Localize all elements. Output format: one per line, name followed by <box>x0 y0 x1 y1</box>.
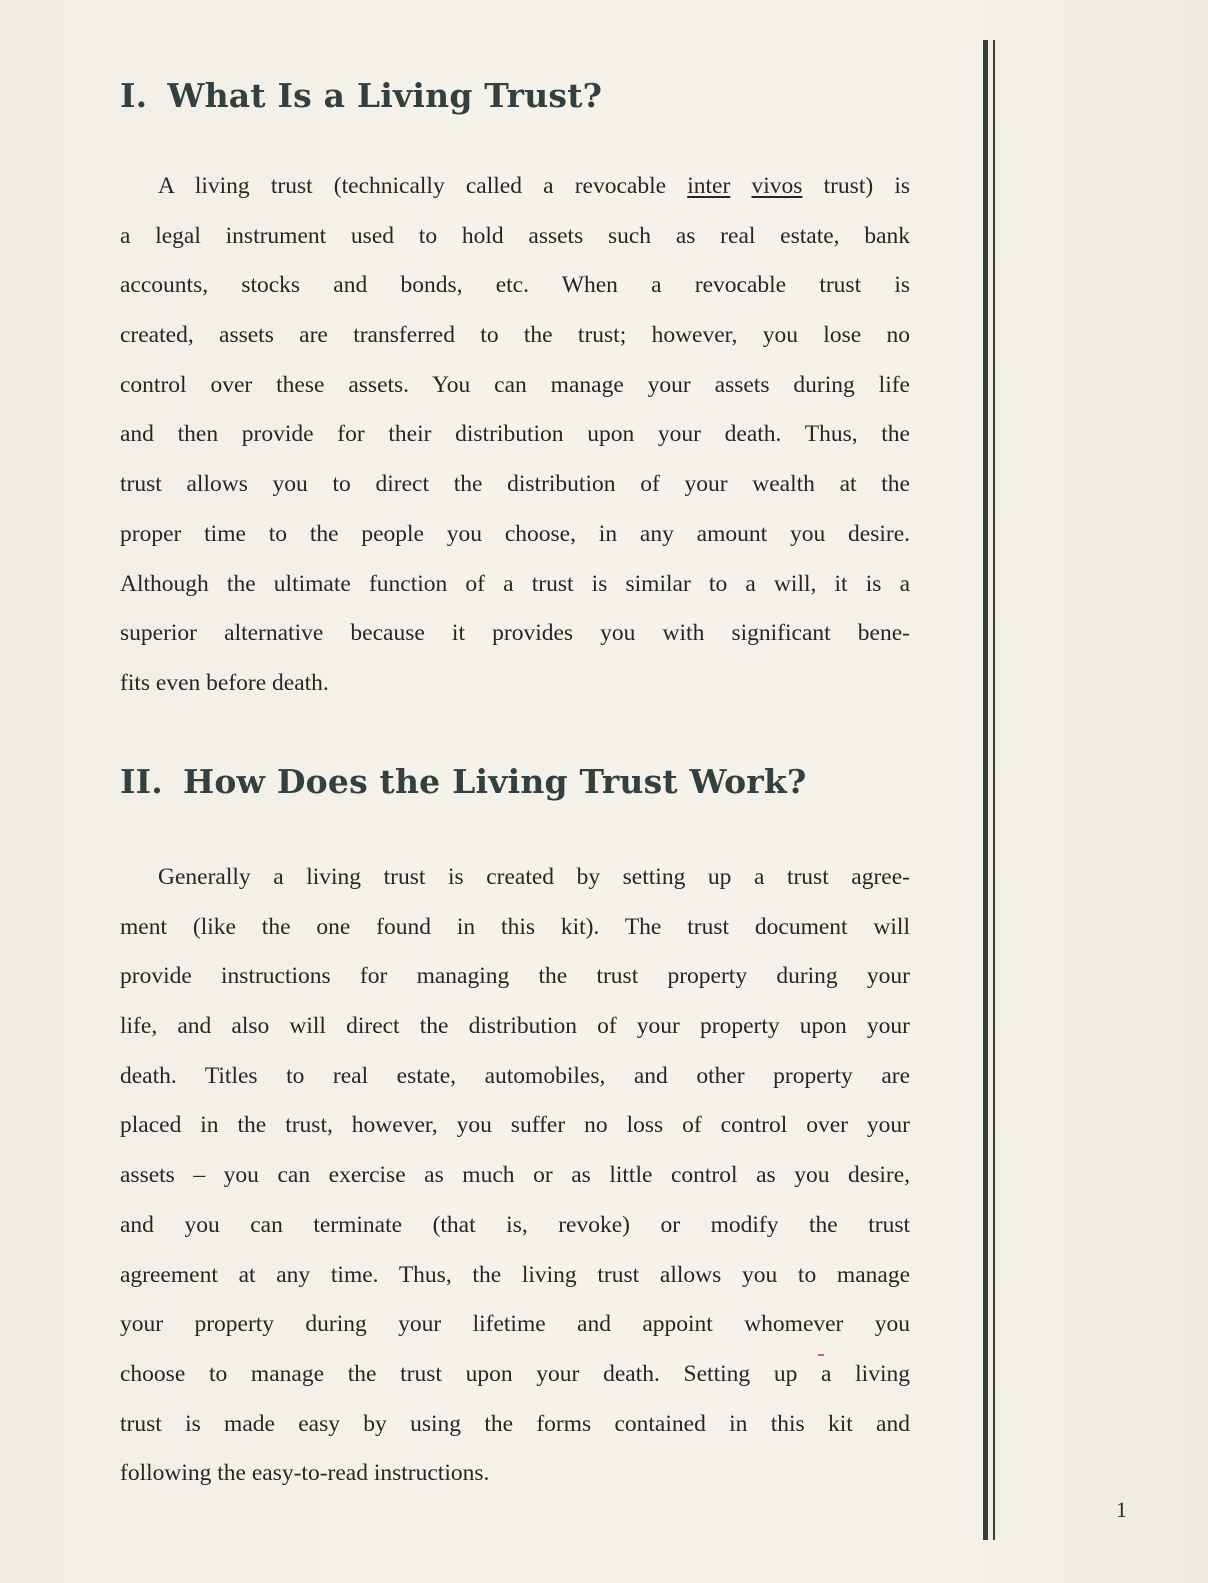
paragraph-line: agreement at any time. Thus, the living trust allows you to manage <box>120 1261 910 1288</box>
underlined-term-inter: inter <box>687 173 731 199</box>
paragraph-line: proper time to the people you choose, in any amount you desire. <box>120 520 910 547</box>
section-2-heading <box>120 762 807 801</box>
paragraph-line: death. Titles to real estate, automobiles, and other property are <box>120 1062 910 1089</box>
paragraph-line: and then provide for their distribution upon your death. Thus, the <box>120 421 910 448</box>
paragraph-line: life, and also will direct the distribution of your property upon your <box>120 1013 910 1040</box>
paragraph-line: trust allows you to direct the distribution of your wealth at the <box>120 471 910 498</box>
paragraph-line: Although the ultimate function of a trust is similar to a will, it is a <box>120 570 910 597</box>
paragraph-line: created, assets are transferred to the trust; however, you lose no <box>120 322 910 349</box>
section-2-title: How Does the Living Trust Work? <box>182 762 807 801</box>
section-2-paragraph <box>120 853 910 1499</box>
paragraph-line: Generally a living trust is created by setting up a trust agree- <box>158 864 910 890</box>
paragraph-line: superior alternative because it provides you with significant bene- <box>120 620 910 647</box>
paragraph-line: control over these assets. You can manage your assets during life <box>120 371 910 398</box>
paragraph-line <box>120 162 910 212</box>
underlined-term-vivos: vivos <box>751 173 803 199</box>
text-run: trust) is <box>802 173 911 199</box>
paragraph-line: fits even before death. <box>120 669 329 696</box>
paragraph-line: placed in the trust, however, you suffer no loss of control over your <box>120 1112 910 1139</box>
paragraph-line: a legal instrument used to hold assets such as real estate, bank <box>120 222 910 249</box>
paragraph-line: accounts, stocks and bonds, etc. When a revocable trust is <box>120 272 910 299</box>
paragraph-line: ment (like the one found in this kit). The trust document will <box>120 913 910 940</box>
section-1-paragraph <box>120 162 910 709</box>
paragraph-line: provide instructions for managing the trust property during your <box>120 963 910 990</box>
paragraph-line: following the easy-to-read instructions. <box>120 1460 490 1487</box>
paragraph-line: and you can terminate (that is, revoke) or modify the trust <box>120 1211 910 1238</box>
section-1-heading <box>120 76 602 115</box>
paragraph-line: choose to manage the trust upon your death. Setting up a living <box>120 1360 910 1387</box>
paragraph-line: trust is made easy by using the forms contained in this kit and <box>120 1410 910 1437</box>
paragraph-line: your property during your lifetime and appoint whomever you <box>120 1311 910 1338</box>
text-run: A living trust (technically called a revocable <box>158 173 688 199</box>
page-number: 1 <box>1116 1497 1127 1522</box>
section-1-title: What Is a Living Trust? <box>167 76 603 115</box>
margin-rule-thin <box>993 40 995 1540</box>
section-2-numeral: II. <box>120 762 163 801</box>
margin-rule-thick <box>983 40 988 1540</box>
text-run <box>730 173 751 199</box>
ink-speck <box>818 1354 824 1356</box>
section-1-numeral: I. <box>120 76 148 115</box>
paragraph-line: assets – you can exercise as much or as little control as you desire, <box>120 1162 910 1189</box>
